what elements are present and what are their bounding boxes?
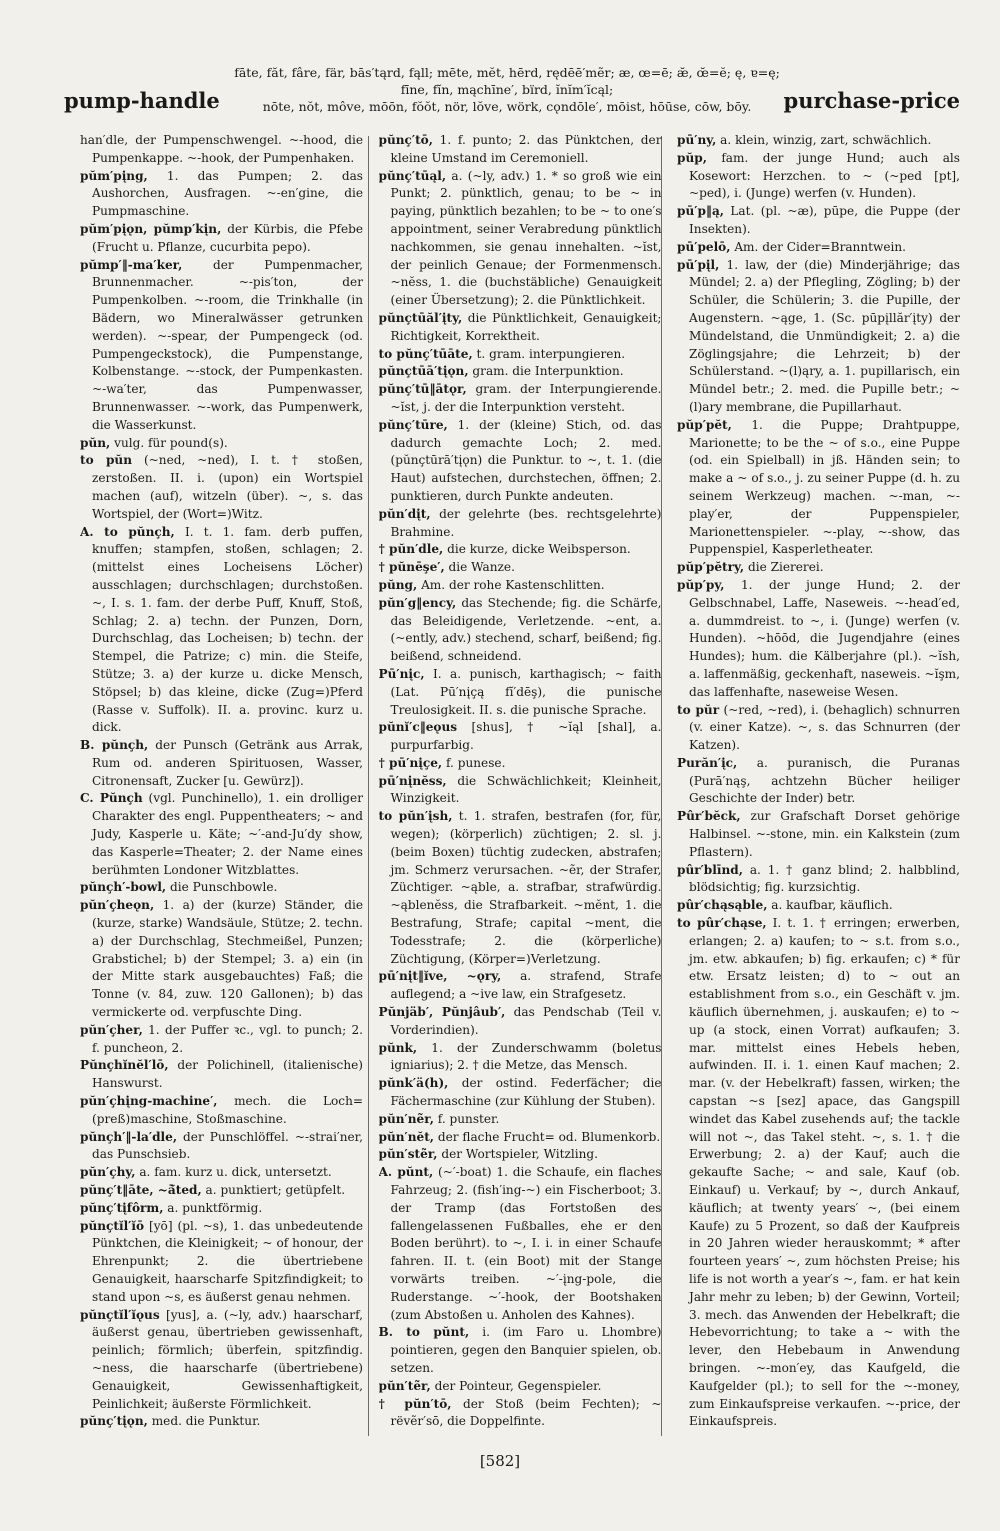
entry-headword: pū′ny, xyxy=(677,133,717,147)
dictionary-entry xyxy=(677,132,960,150)
entry-definition: 1. der junge Hund; 2. der Gelbschnabel, Laffe, Naseweis. ~-head′ed, a. dummdreist. to ~, i. (Junge) werfen (v. Hunden). ~hōōd, die Jugendjahre (eines Hundes); hum. die Kälberjahre (pl.). ~ĭsh, a. laffenmäßig, geckenhaft, naseweis. ~ĭşm, das laffenhafte, naseweise Wesen. xyxy=(689,577,960,699)
entry-headword: pū′p‖ą, xyxy=(677,204,724,219)
entry-definition: (~red, ~red), i. (behaglich) schnurren (v. einer Katze). ~, s. das Schnurren (der Katzen). xyxy=(689,702,960,753)
dictionary-entry xyxy=(379,577,662,595)
entry-headword: B. to pŭnt, xyxy=(378,1325,470,1340)
entry-definition: die Pünktlichkeit, Genauigkeit; Richtigkeit, Korrektheit. xyxy=(390,310,662,343)
dictionary-entry xyxy=(379,1075,662,1111)
dictionary-entry xyxy=(80,524,363,738)
entry-headword: pŭnçtūăl′įty, xyxy=(378,310,463,325)
entry-headword: † pŭn′tō, xyxy=(378,1396,452,1411)
entry-definition: 1. das Pumpen; 2. das Aushorchen, Ausfragen. ~-en′gine, die Pumpmaschine. xyxy=(92,168,363,219)
entry-definition: der Punsch (Getränk aus Arrak, Rum od. anderen Spirituosen, Wasser, Citronensaft, Zucker [u. Gewürz]). xyxy=(92,738,363,788)
entry-definition: a. 1. † ganz blind; 2. halbblind, blödsichtig; fig. kurzsichtig. xyxy=(689,862,960,895)
entry-definition: die Schwächlichkeit; Kleinheit, Winzigkeit. xyxy=(390,773,662,806)
entry-headword: pŭnk, xyxy=(378,1040,418,1055)
entry-definition: med. die Punktur. xyxy=(151,1414,261,1429)
page-number: [582] xyxy=(479,1452,521,1470)
entry-definition: han′dle, der Pumpenschwengel. ~-hood, die Pumpenkappe. ~-hook, der Pumpenhaken. xyxy=(80,133,363,165)
dictionary-entry xyxy=(379,1004,662,1040)
entry-definition: a. punktiert; getüpfelt. xyxy=(205,1183,346,1198)
dictionary-entry xyxy=(80,221,363,257)
entry-definition: (~′-boat) 1. die Schaufe, ein flaches Fahrzeug; 2. (fish′ing-~) ein Fischerboot; 3. der Tramp (das Fortstoßen des fallengelassenen Fußballes, ehe er den Boden berührt). to ~, I. i. in einer Schaufe fahren. II. t. (ein Boot) mit der Stange vorwärts treiben. ~′-įng-pole, die Ruderstange. ~′-hook, der Bootshaken (zum Abstoßen u. Anholen des Kahnes). xyxy=(390,1165,662,1322)
dictionary-entry xyxy=(379,310,662,346)
dictionary-entry xyxy=(80,452,363,523)
entry-headword: pŭn′çhy, xyxy=(80,1165,136,1180)
entry-headword: pŭnçh′-bowl, xyxy=(80,880,167,895)
entry-headword: pŭnç′tūre, xyxy=(378,417,448,432)
entry-headword: pûr′blīnd, xyxy=(677,862,743,877)
entry-definition: a. punktförmig. xyxy=(167,1200,263,1215)
entry-headword: to pûr′chąse, xyxy=(677,916,767,931)
entry-definition: 1. a) der (kurze) Ständer, die (kurze, starke) Wandsäule, Stütze; 2. techn. a) der Durchschlag, Stechmeißel, Punzen; Grabstichel; b) der Stempel; 3. a) ein (in der Mitte stark ausgebauchtes) Faß; die Tonne (v. 84, zuw. 120 Gallonen); b) das vermickerte od. verpfuschte Ding. xyxy=(92,898,363,1020)
dictionary-entry xyxy=(677,559,960,577)
entry-headword: pŭnĭ′c‖eǫus xyxy=(378,720,458,735)
entry-headword: pŭn′nĕt, xyxy=(378,1129,435,1144)
dictionary-entry xyxy=(379,381,662,417)
entry-headword: pŭn′stẽr, xyxy=(378,1147,438,1162)
entry-definition: die Wanze. xyxy=(448,560,515,575)
entry-definition: 1. der Puffer ꝛc., vgl. to punch; 2. f. puncheon, 2. xyxy=(92,1022,363,1055)
entry-definition: I. t. 1. fam. derb puffen, knuffen; stampfen, stoßen, schlagen; 2. (mittelst eines Locheisens Löcher) ausschlagen; durchschlagen; durchstoßen. ~, I. s. 1. fam. der derbe Puff, Knuff, Stoß, Schlag; 2. a) techn. der Punzen, Dorn, Durchschlag, das Locheisen; b) techn. der Stempel, die Patrize; c) min. die Steife, Stütze; 3. a) der kurze u. dicke Mensch, Stöpsel; b) das kleine, dicke (Zug=)Pferd (Rasse v. Suffolk). II. a. provinc. kurz u. dick. xyxy=(92,524,363,735)
entry-definition: das Pendschab (Teil v. Vorderindien). xyxy=(390,1005,662,1037)
dictionary-entry xyxy=(379,1040,662,1076)
dictionary-entry xyxy=(379,346,662,364)
entry-headword: to pŭn xyxy=(80,453,132,468)
entry-definition: zur Grafschaft Dorset gehörige Halbinsel. ~-stone, min. ein Kalkstein (zum Pflastern). xyxy=(689,809,960,859)
entry-definition: 1. der Zunderschwamm (boletus igniarius); 2. † die Metze, das Mensch. xyxy=(390,1040,662,1073)
entry-headword: Purăn′įc, xyxy=(677,755,738,770)
dictionary-entry xyxy=(677,702,960,755)
entry-definition: der Pumpenmacher, Brunnenmacher. ~-pis′ton, der Pumpenkolben. ~-room, die Trinkhalle (in Bädern, wo Mineralwässer getrunken werden). ~-spear, der Pumpengeck (od. Pumpengeckstock), die Pumpenstange, Kolbenstange. ~-stock, der Pumpenkasten. ~-wa′ter, das Pumpenwasser, Brunnenwasser. ~-work, das Pumpenwerk, die Wasserkunst. xyxy=(92,257,363,432)
entry-definition: mech. die Loch=(preß)maschine, Stoßmaschine. xyxy=(92,1094,363,1126)
dictionary-entry xyxy=(677,257,960,417)
entry-definition: a. kaufbar, käuflich. xyxy=(771,898,893,913)
entry-headword: pŭnçtūā′tįǫn, xyxy=(378,364,469,379)
entry-headword: pŭmp′‖-ma′ker, xyxy=(80,257,183,272)
entry-definition: fam. der junge Hund; auch als Kosewort: Herzchen. to ~ (~ped [pt], ~ped), i. (Junge) werfen (v. Hunden). xyxy=(689,150,960,201)
entry-headword: pū′pelō, xyxy=(677,239,731,254)
entry-definition: der Kürbis, die Pfebe (Frucht u. Pflanze, cucurbita pepo). xyxy=(92,221,363,254)
entry-headword: pŭn′g‖ency, xyxy=(378,595,457,610)
entry-headword: pŭn′nẽr, xyxy=(378,1111,434,1126)
entry-headword: pŭm′pįǫn, pŭmp′kįn, xyxy=(80,221,222,236)
dictionary-entry xyxy=(379,1146,662,1164)
dictionary-entry xyxy=(677,203,960,239)
entry-definition: der gelehrte (bes. rechtsgelehrte) Brahmine. xyxy=(390,506,662,539)
dictionary-entry xyxy=(677,755,960,808)
entry-definition: die kurze, dicke Weibsperson. xyxy=(447,542,631,557)
dictionary-entry xyxy=(379,559,662,577)
entry-definition: t. 1. strafen, bestrafen (for, für, wegen); (körperlich) züchtigen; 2. sl. j. (beim Boxen) tüchtig zudecken, abstrafen; jm. Schmerz verursachen. ~ẽr, der Strafer, Züchtiger. ~ąble, a. strafbar, strafwürdig. ~ąblenĕss, die Strafbarkeit. ~mĕnt, 1. die Bestrafung, Strafe; capital ~ment, die Todesstrafe; 2. die (körperliche) Züchtigung, (Körper=)Verletzung. xyxy=(390,809,662,966)
right-running-headword: purchase-price xyxy=(783,88,960,113)
entry-headword: pŭn, xyxy=(80,435,111,450)
entry-definition: a. strafend, Strafe auflegend; a ~ive law, ein Strafgesetz. xyxy=(390,969,662,1002)
entry-headword: A. to pŭnçh, xyxy=(80,524,175,539)
dictionary-entry xyxy=(80,897,363,1022)
dictionary-entry xyxy=(379,132,662,168)
dictionary-entry xyxy=(80,1093,363,1129)
entry-definition: der Pointeur, Gegenspieler. xyxy=(434,1378,602,1393)
dictionary-entry xyxy=(379,541,662,559)
entry-headword: pū′pįl, xyxy=(677,257,720,272)
dictionary-entry xyxy=(80,435,363,453)
entry-headword: Pū′nįc, xyxy=(378,666,425,681)
entry-definition: a. (~ly, adv.) 1. * so groß wie ein Punkt; 2. pünktlich, genau; to be ~ in paying, pünktlich bezahlen; to be ~ to one′s appointment, seiner Verabredung pünktlich nachkommen, sie genau innehalten. ~ĭst, der peinlich Genaue; der Formenmensch. ~nĕss, 1. die (buchstäbliche) Genauigkeit (einer Übersetzung); 2. die Pünktlichkeit. xyxy=(390,168,662,308)
entry-definition: 1. f. punto; 2. das Pünktchen, der kleine Umstand im Ceremoniell. xyxy=(390,133,662,165)
dictionary-columns xyxy=(80,132,960,1452)
entry-headword: † pū′nįçe, xyxy=(378,755,443,770)
entry-headword: pŭnç′tūąl, xyxy=(378,168,447,183)
column-2 xyxy=(379,132,662,1452)
entry-headword: pū′nįnĕss, xyxy=(378,773,447,788)
entry-headword: B. pŭnçh, xyxy=(80,738,149,753)
entry-definition: der Stoß (beim Fechten); ~ rëvẽr′sō, die Doppelfinte. xyxy=(390,1396,662,1429)
entry-headword: pŭnç′tū‖ātǫr, xyxy=(378,382,467,397)
entry-definition: der Wortspieler, Witzling. xyxy=(441,1147,599,1162)
entry-definition: der Polichinell, (italienische) Hanswurst. xyxy=(92,1058,363,1091)
dictionary-entry xyxy=(379,1164,662,1324)
entry-headword: Pŭnçhĭnĕl′lō, xyxy=(80,1058,169,1073)
dictionary-entry xyxy=(80,1057,363,1093)
entry-headword: Pŭnjäb′, Pŭnjâub′, xyxy=(378,1005,506,1020)
dictionary-entry xyxy=(677,150,960,203)
dictionary-entry xyxy=(80,1200,363,1218)
entry-definition: [yus], a. (~ly, adv.) haarscharf, äußerst genau, übertrieben gewissenhaft, peinlich; förmlich; überfein, spitzfindig. ~ness, die haarscharfe (übertriebene) Genauigkeit, Gewissenhaftigkeit, Peinlichkeit; äußerste Förmlichkeit. xyxy=(92,1307,363,1411)
dictionary-entry xyxy=(677,239,960,257)
entry-headword: pū′nįt‖ĭve, ~ǫry, xyxy=(378,969,502,984)
entry-headword: to pŭnç′tūāte, xyxy=(378,346,473,361)
dictionary-entry xyxy=(379,1378,662,1396)
dictionary-entry xyxy=(80,737,363,790)
entry-headword: to pŭr xyxy=(677,702,720,717)
entry-headword: pŭp′py, xyxy=(677,577,725,592)
dictionary-entry xyxy=(379,168,662,310)
entry-definition: vulg. für pound(s). xyxy=(114,435,228,450)
pronunciation-line: fāte, făt, fâre, fär, bās′tąrd, fąll; mēte, mĕt, hērd, rędēē′mẽr; æ, œ=ē; æ̆, œ̆=ĕ; ę, ɐ=ę; xyxy=(234,65,780,80)
entry-headword: † pŭn′dle, xyxy=(378,542,444,557)
entry-definition: t. gram. interpungieren. xyxy=(476,346,626,361)
pronunciation-key xyxy=(222,64,792,115)
entry-definition: i. (im Faro u. Lhombre) pointieren, gegen den Banquier spielen, ob. setzen. xyxy=(390,1325,662,1375)
entry-headword: pûr′chąsąble, xyxy=(677,898,768,913)
entry-definition: gram. die Interpunktion. xyxy=(472,364,624,379)
entry-headword: pŭnçtĭl′ĭǫus xyxy=(80,1307,160,1322)
entry-definition: f. punster. xyxy=(437,1111,500,1126)
column-1 xyxy=(80,132,363,1452)
pronunciation-line: fīne, fĭn, mąchīne′, bïrd, ĭnĭm′ĭcąl; xyxy=(400,82,614,97)
dictionary-entry xyxy=(80,1022,363,1058)
entry-headword: C. Pŭnçh xyxy=(80,791,143,806)
entry-definition: I. a. punisch, karthagisch; ~ faith (Lat. Pū′nįçą fĭ′dēş), die punische Treulosigkeit. II. s. die punische Sprache. xyxy=(390,666,662,717)
entry-definition: der flache Frucht= od. Blumenkorb. xyxy=(437,1129,661,1144)
entry-definition: der Punschlöffel. ~-strai′ner, das Punschsieb. xyxy=(92,1129,363,1162)
dictionary-entry xyxy=(379,1324,662,1377)
dictionary-entry xyxy=(80,1182,363,1200)
entry-headword: pŭnçh′‖-la′dle, xyxy=(80,1129,178,1144)
dictionary-entry xyxy=(80,1164,363,1182)
entry-definition: gram. der Interpungierende. ~ĭst, j. der die Interpunktion versteht. xyxy=(390,382,662,414)
entry-headword: to pŭn′įsh, xyxy=(378,809,453,824)
dictionary-entry xyxy=(80,1218,363,1307)
entry-headword: pŭnk′ä(h), xyxy=(378,1076,449,1091)
dictionary-entry xyxy=(677,417,960,559)
entry-definition: (vgl. Punchinello), 1. ein drolliger Charakter des engl. Puppentheaters; ~ and Judy, Kasperle u. Käte; ~′-and-Ju′dy show, das Kasperle=Theater; 2. der Name eines berühmten Londoner Witzblattes. xyxy=(92,791,363,877)
entry-headword: pŭn′çheǫn, xyxy=(80,898,155,913)
dictionary-entry xyxy=(80,790,363,879)
entry-definition: 1. law, der (die) Minderjährige; das Mündel; 2. a) der Pflegling, Zögling; b) der Schüler, die Schülerin; 3. die Pupille, der Augenstern. ~ąge, 1. (Sc. pūpįllăr′įty) der Mündelstand, die Unmündigkeit; 2. a) die Zöglingsjahre; die Lehrzeit; b) der Schülerstand. ~(l)ąry, a. 1. pupillarisch, ein Mündel betr.; 2. med. die Pupille betr.; ~(l)ary membrane, die Pupillarhaut. xyxy=(689,257,960,414)
entry-headword: pŭnç′tō, xyxy=(378,133,433,147)
entry-definition: Am. der rohe Kastenschlitten. xyxy=(421,577,605,592)
entry-definition: f. punese. xyxy=(446,755,506,770)
dictionary-entry xyxy=(677,897,960,915)
entry-headword: † pŭnēşe′, xyxy=(378,560,445,575)
dictionary-entry xyxy=(379,1129,662,1147)
entry-headword: pŭp′pĕtry, xyxy=(677,560,745,575)
entry-headword: pŭn′çhįng-machine′, xyxy=(80,1094,218,1109)
entry-headword: pŭnç′t‖āte, ~ā̆ted, xyxy=(80,1183,202,1198)
entry-definition: Am. der Cider=Branntwein. xyxy=(734,239,907,254)
entry-headword: pŭm′pįng, xyxy=(80,168,148,183)
entry-headword: pŭng, xyxy=(378,577,418,592)
entry-definition: [shus], † ~ĭąl [shal], a. purpurfarbig. xyxy=(390,720,662,753)
dictionary-entry xyxy=(80,1413,363,1431)
dictionary-entry xyxy=(379,506,662,542)
dictionary-entry xyxy=(379,1111,662,1129)
dictionary-entry xyxy=(677,808,960,861)
entry-definition: die Punschbowle. xyxy=(170,880,278,895)
entry-definition: a. fam. kurz u. dick, untersetzt. xyxy=(139,1165,332,1180)
dictionary-entry xyxy=(677,862,960,898)
dictionary-entry xyxy=(379,968,662,1004)
entry-definition: das Stechende; fig. die Schärfe, das Beleidigende, Verletzende. ~ent, a. (~ently, adv.) stechend, scharf, beißend; fig. beißend, schneidend. xyxy=(390,595,662,664)
entry-definition: 1. der (kleine) Stich, od. das dadurch gemachte Loch; 2. med. (pŭnçtūrā′tįǫn) die Punktur. to ~, t. 1. (die Haut) aufstechen, durchstechen, öffnen; 2. punktieren, durch Punkte andeuten. xyxy=(390,417,662,503)
entry-definition: a. puranisch, die Puranas (Purā′nąş, achtzehn Bücher heiliger Geschichte der Inder) betr. xyxy=(689,755,960,806)
dictionary-entry xyxy=(379,666,662,719)
entry-headword: pŭnçtĭl′ĭō xyxy=(80,1218,145,1233)
pronunciation-line: nōte, nŏt, môve, mōōn, fŏŏt, nör, lŏve, wörk, cǫndōle′, mōist, hōūse, cōw, bōy. xyxy=(262,99,752,114)
entry-headword: pŭn′tẽr, xyxy=(378,1378,431,1393)
entry-definition: I. t. 1. † erringen; erwerben, erlangen; 2. a) kaufen; to ~ s.t. from s.o., jm. etw. abkaufen; b) fig. erkaufen; c) * für etw. Ersatz leisten; d) to ~ out an establishment from s.o., ein Geschäft v. jm. käuflich übernehmen, j. auskaufen; e) to ~ up (a stock, einen Vorrat) aufkaufen; 3. mar. mittelst eines Hebels heben, aufwinden. II. i. 1. einen Kauf machen; 2. mar. (v. der Hebelkraft) fassen, wirken; the capstan ~s [sez] apace, das Gangspill windet das Kabel zusehends auf; the tackle will not ~, das Takel steht. ~, s. 1. † die Erwerbung; 2. a) der Kauf; auch die gekaufte Sache; ~ and sale, Kauf (ob. Einkauf) u. Verkauf; by ~, durch Ankauf, käuflich; at twenty years′ ~, (bei einem Kaufe) zu 5 Prozent, so daß der Kaufpreis in 20 Jahren wieder herauskommt; * after fourteen years′ ~, zum höchsten Preise; his life is not worth a year′s ~, fam. er hat kein Jahr mehr zu leben; b) der Gewinn, Vorteil; 3. mech. das Anwenden der Hebelkraft; die Hebevorrichtung; to take a ~ with the lever, den Hebebaum in Anwendung bringen. ~-mon′ey, das Kaufgeld, die Kaufgelder (pl.); to sell for the ~-money, zum Einkaufspreise verkaufen. ~-price, der Einkaufspreis. xyxy=(689,916,960,1429)
entry-headword: pŭp, xyxy=(677,150,707,165)
dictionary-entry xyxy=(677,577,960,702)
dictionary-entry xyxy=(80,168,363,221)
entry-headword: Pûr′bĕck, xyxy=(677,809,741,824)
dictionary-entry xyxy=(80,132,363,168)
dictionary-entry xyxy=(677,915,960,1431)
entry-headword: pŭn′çher, xyxy=(80,1022,143,1037)
entry-definition: [yō] (pl. ~s), 1. das unbedeutende Pünktchen, die Kleinigkeit; ~ of honour, der Ehrenpunkt; 2. die übertriebene Genauigkeit, haarscharfe Spitzfindigkeit; to stand upon ~s, es äußerst genau nehmen. xyxy=(92,1218,363,1304)
column-3 xyxy=(677,132,960,1452)
dictionary-entry xyxy=(80,879,363,897)
dictionary-entry xyxy=(379,755,662,773)
dictionary-entry xyxy=(379,363,662,381)
entry-definition: 1. die Puppe; Drahtpuppe, Marionette; to be the ~ of s.o., eine Puppe (od. ein Spielball) in jß. Händen sein; to make a ~ of s.o., j. zu seiner Puppe (d. h. zu seinem Werkzeug) machen. ~-man, ~-play′er, der Puppenspieler, Marionettenspieler. ~-play, ~-show, das Puppenspiel, Kasperletheater. xyxy=(689,417,960,557)
entry-headword: pŭnç′tįfôrm, xyxy=(80,1200,164,1215)
dictionary-entry xyxy=(379,719,662,755)
dictionary-entry xyxy=(379,773,662,809)
dictionary-entry xyxy=(379,595,662,666)
dictionary-entry xyxy=(80,1307,363,1414)
dictionary-entry xyxy=(80,1129,363,1165)
entry-definition: der ostind. Federfächer; die Fächermaschine (zur Kühlung der Stuben). xyxy=(390,1076,662,1109)
left-running-headword: pump-handle xyxy=(64,88,220,113)
entry-headword: pŭnç′tįǫn, xyxy=(80,1414,148,1429)
entry-headword: pŭn′dįt, xyxy=(378,506,431,521)
entry-definition: a. klein, winzig, zart, schwächlich. xyxy=(720,133,932,147)
dictionary-entry xyxy=(379,808,662,968)
dictionary-entry xyxy=(379,417,662,506)
dictionary-entry xyxy=(80,257,363,435)
entry-headword: A. pŭnt, xyxy=(378,1165,434,1180)
dictionary-entry xyxy=(379,1396,662,1432)
entry-definition: Lat. (pl. ~æ), pūpe, die Puppe (der Insekten). xyxy=(689,204,960,236)
entry-headword: pŭp′pĕt, xyxy=(677,417,732,432)
entry-definition: die Ziererei. xyxy=(747,560,824,575)
entry-definition: (~ned, ~ned), I. t. † stoßen, zerstoßen. II. i. (upon) ein Wortspiel machen (auf), witzeln (über). ~, s. das Wortspiel, der (Wort=)Witz. xyxy=(92,453,363,521)
